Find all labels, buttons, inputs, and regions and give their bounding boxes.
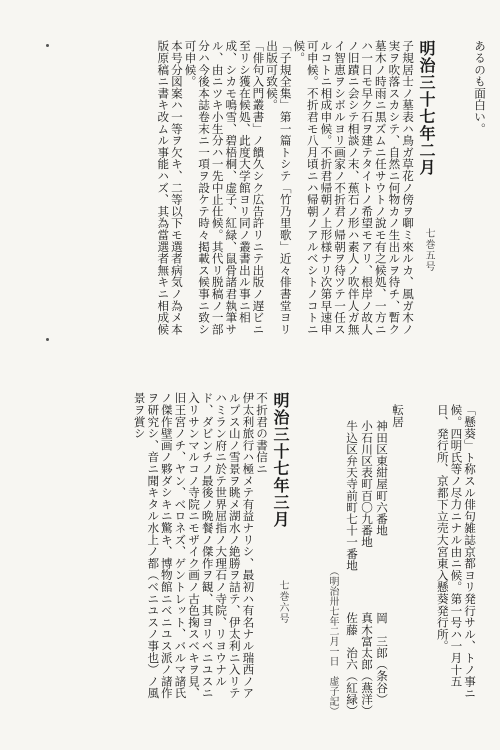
announcement-text: 「懸葵」ト称スル俳句雑誌京都ヨリ発行サル、トノ事ニ候。四明氏等ノ尽力ニナル由ニ候。第一号ハ一月十五日、発行所、京都下立売大宮東入懸葵発行所。 — [435, 404, 477, 699]
entry-body-mar: 不折君の書信ニ 伊太利旅行ハ極メテ有益ナリシ、最初ハ有名ナル瑞西ノアルプス山ノ雪景ヲ眺メ湖水ノ絶勝ヲ詰テ、伊太利ニ入リテハミラン府ニ於テ世界屈指ノ大理石ノ寺院、リヨウナルド、ダビンチノ最後ノ晩餐ノ傑作ヲ観、其ヨリベニユスニ入リサンマルコノ寺院ニモザイク画ノ古色掬スベキヲ見、旧王宮ノチ、ヤン、ベロネズ、ゲントレット、バルマ諸氏ノ傑作壁画ノ夥ダシキニ驚キ、博物館ニベニユス派ノ諸作ヲ研究シ、音ニ聞キタル水上ノ都（ベニユスノ事也）ノ風景ヲ賞シ — [132, 392, 269, 699]
relocation-person-2: 真木富太郎（燕洋） — [360, 612, 374, 717]
entry-volume-mar: 七巻六号 — [277, 580, 288, 624]
previous-entry-tail: あるのも面白い。 — [473, 40, 487, 135]
relocation-address-1: 神田区東紺屋町六番地 — [375, 420, 389, 536]
entry-title-feb: 明治三十七年二月 — [417, 40, 436, 176]
relocation-person-3: 佐藤 治六（紅緑） — [345, 612, 359, 717]
margin-mark — [46, 44, 49, 47]
relocation-address-3: 牛込区弁天寺前町七十一番地 — [345, 420, 359, 571]
relocation-note: （明治卅七年二月一日 虚子記） — [327, 566, 338, 716]
margin-mark — [46, 338, 49, 341]
relocation-person-1: 岡 三郎（条谷） — [375, 612, 389, 705]
relocation-label: 転居 — [391, 404, 405, 428]
relocation-address-2: 小石川区表町百〇九番地 — [360, 420, 374, 548]
entry-volume-feb: 七巻五号 — [423, 228, 434, 272]
entry-body-feb: 子規居士ノ墓表ハ鳥ガ草花ノ傍ヲ啣ミ來ルカ、風ガ木ノ実ヲ吹落スカシテ、自然ニ何物カノ生出ルヲ待チ、暫ク墓木ノ時雨ニ黒ズムニ任サウトノ說モ有之候処、一方ニハ一日モ早ク石ヲ建テタイトノ希望モアリ、根岸ノ故人ノ旧蹟ニ会シテ相談ノ末、蕉石ノ形ハ素人ノ吹伴人ガ無イ智恵ヲシボルヨリ画家ノ不折君ノ帰朝ヲ待ツテ一任スルコトニ相成申候。不折君帰朝ノ上形様ナリ次第早速申可申候。不折君モ八月頃ニハ帰朝ノアルベシトノコトニ候。 「子規全集」第一篇トシテ「竹乃里歌」近々俳書堂ヨリ出版可致候。 「俳句入門叢書」ノ饋久シク広告許リニテ出版ノ遅ビニ至リシ獲在候処、此度大学館ヨリ同ノ叢書出ル事ニ相成、シカモ鳴雪、碧梧桐、虚子、紅緑、鼠骨諸君執筆サル、由ニツキ小生分ハ一先中止仕候。其代リ脱稿ノ一部分ハ今後本誌卷末ニ一項ヲ設ケテ時々掲載ス候事ニ致シ可申候。 本号分図案ハ一等ヲ欠キ、二等以下モ選者病気ノ為メ本版原稿ニ書キ改ムル事能ハズ、其為當選者無キニ相成候 — [156, 40, 415, 335]
entry-title-mar: 明治三十七年三月 — [271, 392, 290, 528]
